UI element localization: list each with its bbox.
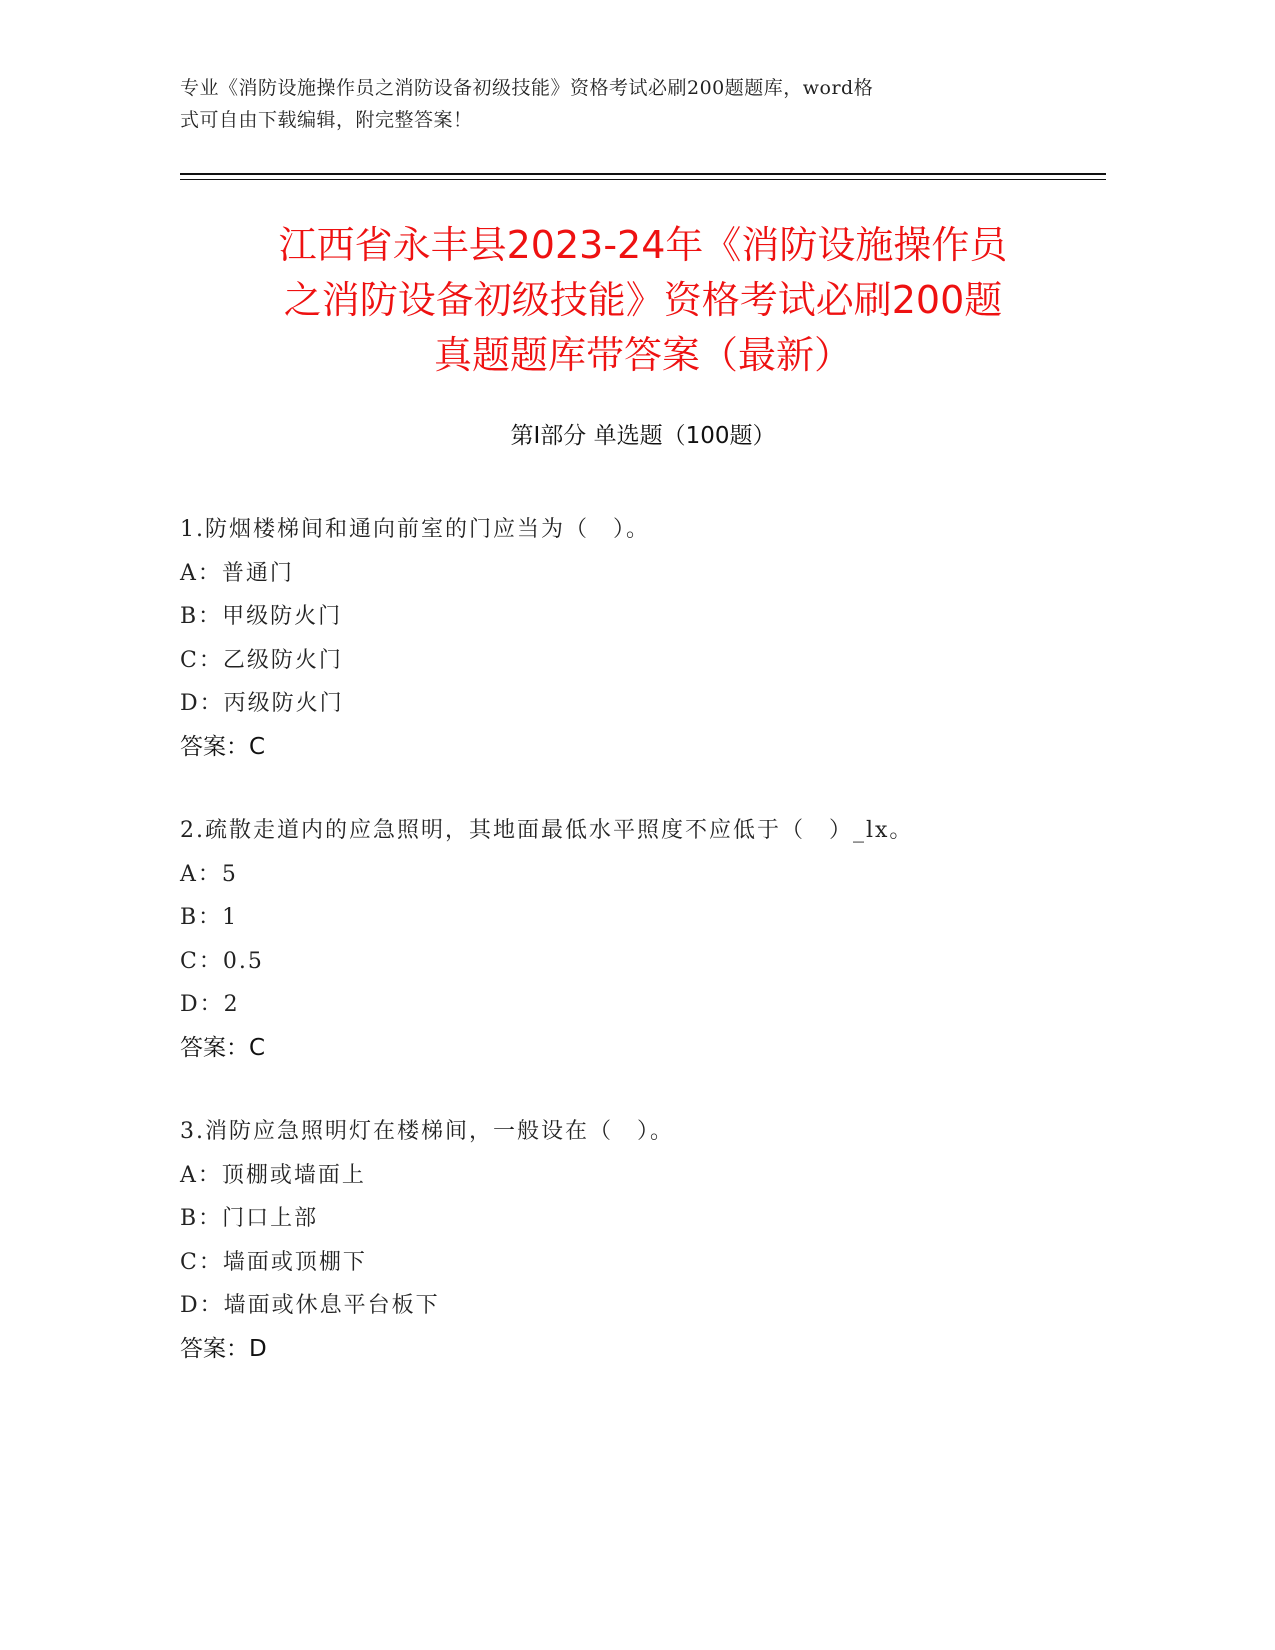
answer: 答案：C [180,733,266,760]
question-3 [180,1110,1106,1371]
option-c: C：0.5 [180,948,264,974]
question-text: 2.疏散走道内的应急照明，其地面最低水平照度不应低于（ ）_lx。 [180,818,914,843]
question-list [180,508,1106,1411]
option-b: B：门口上部 [180,1206,319,1231]
document-title [180,218,1106,383]
answer: 答案：D [180,1335,267,1362]
document-title-line-3: 真题题库带答案（最新） [433,333,852,377]
option-a: A：普通门 [180,560,294,586]
header-note-line-2: 式可自由下载编辑，附完整答案！ [180,109,473,131]
option-d: D：2 [180,992,240,1017]
option-c: C：墙面或顶棚下 [180,1249,367,1275]
header-note-line-1: 专业《消防设施操作员之消防设备初级技能》资格考试必刷200题题库，word格 [180,77,874,99]
question-text: 1.防烟楼梯间和通向前室的门应当为（ ）。 [180,517,650,542]
option-d: D：丙级防火门 [180,691,344,716]
question-text: 3.消防应急照明灯在楼梯间，一般设在（ ）。 [180,1119,674,1144]
question-1 [180,508,1106,769]
section-title: 第Ⅰ部分 单选题（100题） [510,423,776,449]
document-title-line-1: 江西省永丰县2023-24年《消防设施操作员 [278,223,1008,267]
option-b: B：甲级防火门 [180,604,343,629]
header-divider-thick [180,173,1106,175]
question-2 [180,809,1106,1070]
option-a: A：5 [180,861,238,887]
answer: 答案：C [180,1034,266,1061]
option-d: D：墙面或休息平台板下 [180,1293,440,1318]
header-note [180,72,1030,136]
option-b: B：1 [180,905,239,930]
option-c: C：乙级防火门 [180,647,343,673]
option-a: A：顶棚或墙面上 [180,1162,366,1188]
document-title-line-2: 之消防设备初级技能》资格考试必刷200题 [283,278,1003,322]
header-divider-thin [180,179,1106,180]
